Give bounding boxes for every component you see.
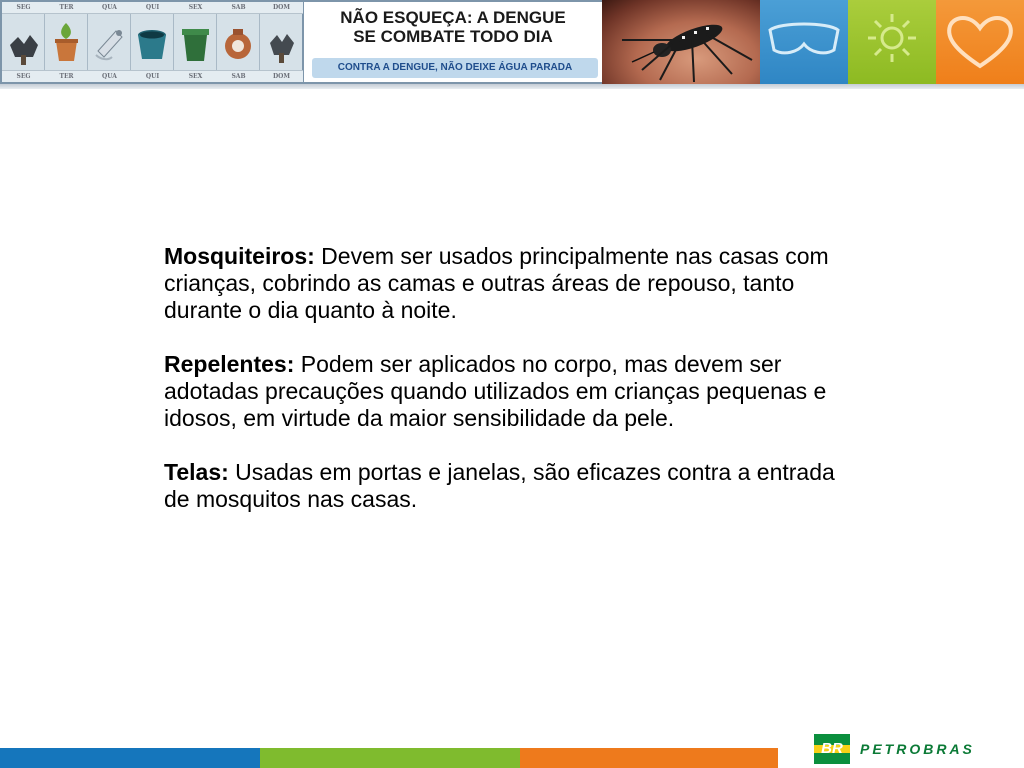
calendar-day-label: TER xyxy=(45,2,88,14)
calendar-day xyxy=(217,2,260,82)
term-description: Podem ser aplicados no corpo, mas devem ser adotadas precauções quando utilizados em crianças pequenas e idosos, em virtude da maior sensibilidade da pele. xyxy=(164,351,827,431)
calendar-day-label: SAB xyxy=(217,2,260,14)
campaign-slogan xyxy=(304,0,602,84)
calendar-day-label: SEG xyxy=(2,2,45,14)
calendar-day-label: DOM xyxy=(260,2,303,14)
brand-name: PETROBRAS xyxy=(860,741,975,757)
paragraph-repelentes xyxy=(164,351,864,432)
bucket-icon xyxy=(133,15,172,69)
calendar-day-label: QUA xyxy=(88,2,131,14)
term-description: Usadas em portas e janelas, são eficazes contra a entrada de mosquitos nas casas. xyxy=(164,459,835,512)
heart-tile xyxy=(936,0,1024,84)
flower-pot-icon xyxy=(47,15,86,69)
header-banner xyxy=(0,0,1024,84)
calendar-day-label: QUI xyxy=(131,2,174,14)
slogan-subtitle-box xyxy=(312,58,598,78)
sunflower-icon xyxy=(848,0,936,84)
plant-icon xyxy=(262,15,301,69)
main-content xyxy=(164,243,864,513)
footer-bar-orange xyxy=(520,748,778,768)
weekly-calendar-strip xyxy=(0,0,304,84)
calendar-day-label: QUI xyxy=(131,70,174,82)
term-label: Telas: xyxy=(164,459,229,485)
calendar-day-label: DOM xyxy=(260,70,303,82)
term-description: Devem ser usados principalmente nas casas com crianças, cobrindo as camas e outras áreas de repouso, tanto durante o dia quanto à noite. xyxy=(164,243,829,323)
paragraph-mosquiteiros xyxy=(164,243,864,324)
calendar-day-label: TER xyxy=(45,70,88,82)
br-logo-mark xyxy=(814,734,850,764)
goggles-icon xyxy=(760,0,848,84)
heart-icon xyxy=(936,0,1024,84)
sunflower-tile xyxy=(848,0,936,84)
br-logo-text: BR xyxy=(821,740,843,757)
vase-icon xyxy=(219,15,258,69)
slogan-subtitle: CONTRA A DENGUE, NÃO DEIXE ÁGUA PARADA xyxy=(337,62,573,73)
slogan-title-line: NÃO ESQUEÇA: A DENGUE xyxy=(340,8,566,27)
calendar-day xyxy=(45,2,88,82)
calendar-day-label: QUA xyxy=(88,70,131,82)
petrobras-logo xyxy=(814,734,1014,764)
footer-bar-green xyxy=(260,748,520,768)
header-divider xyxy=(0,84,1024,89)
calendar-day xyxy=(2,2,45,82)
calendar-day-label: SEG xyxy=(2,70,45,82)
term-label: Mosquiteiros: xyxy=(164,243,315,269)
calendar-day-label: SEX xyxy=(174,70,217,82)
bottle-icon xyxy=(90,15,129,69)
calendar-day xyxy=(88,2,131,82)
goggles-tile xyxy=(760,0,848,84)
footer-bar-blue xyxy=(0,748,260,768)
term-label: Repelentes: xyxy=(164,351,295,377)
calendar-day-label: SAB xyxy=(217,70,260,82)
trash-can-icon xyxy=(176,15,215,69)
calendar-day-label: SEX xyxy=(174,2,217,14)
paragraph-telas xyxy=(164,459,864,513)
plant-pot-icon xyxy=(4,15,43,69)
calendar-day xyxy=(174,2,217,82)
slogan-title xyxy=(304,8,602,46)
mosquito-photo xyxy=(602,0,760,84)
calendar-day xyxy=(131,2,174,82)
slogan-title-line: SE COMBATE TODO DIA xyxy=(353,27,553,46)
calendar-day xyxy=(260,2,303,82)
mosquito-icon xyxy=(602,0,760,84)
